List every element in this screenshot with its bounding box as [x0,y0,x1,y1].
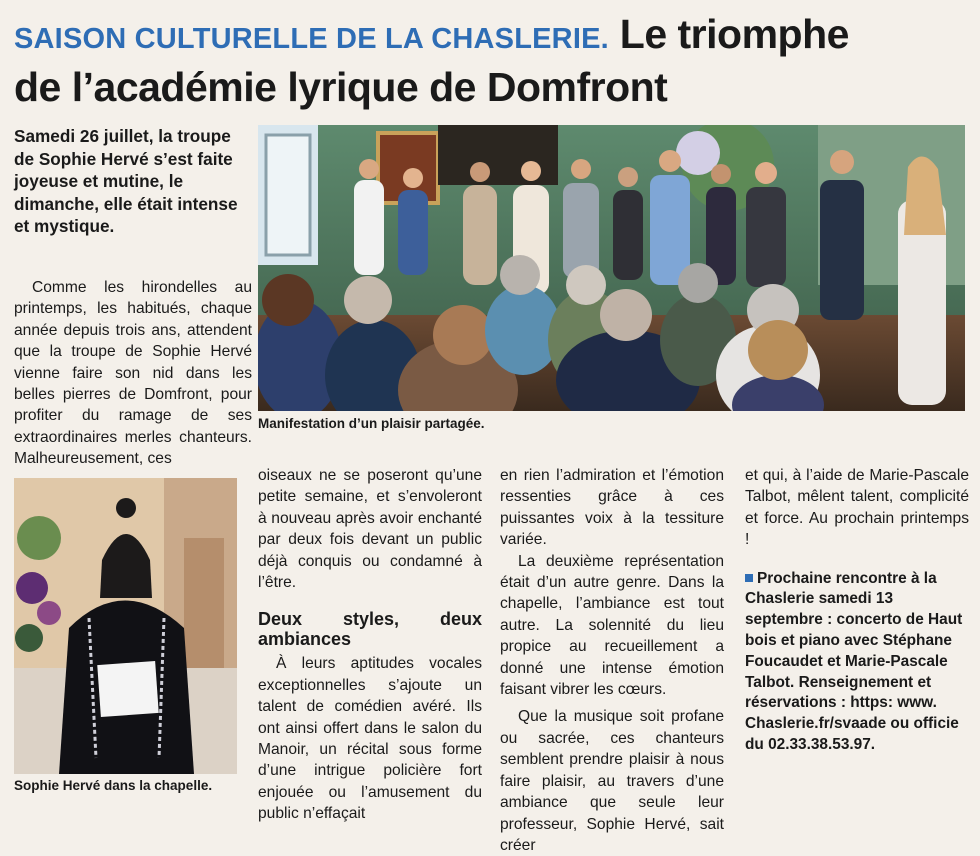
column-1 [14,277,252,470]
column-2-paragraph-2: À leurs aptitudes vocales exceptionnelles s’ajoute un talent de comédien avéré. Ils ont ainsi offert dans le salon du Manoir, un récital sous forme d’une intrigue policière fort enjouée ou l’amusement du public n’effaçait [258,655,482,823]
column-4-info-text: Prochaine rencontre à la Chaslerie samedi 13 septembre : concerto de Haut bois et piano avec Stéphane Foucaudet et Marie-Pascale Talbot. Renseignement et réservations : https: www. Chaslerie.fr/svaade ou officie du 02.33.38.53.97. [745,569,963,753]
headline-title-line1: Le triomphe [619,11,849,57]
column-3-paragraph-3: Que la musique soit profane ou sacrée, ces chanteurs semblent prendre plaisir à nous faire plaisir, au travers d’une ambiance que seule leur professeur, Sophie Hervé, sait créer [500,708,724,854]
column-3 [500,465,724,856]
headline-title-line2: de l’académie lyrique de Domfront [14,64,668,110]
column-2-subhead: Deux styles, deux ambiances [258,609,482,650]
column-3-paragraph-1: en rien l’admiration et l’émotion ressenties grâce à ces puissantes voix à la tessiture variée. [500,467,724,549]
lead-paragraph: Samedi 26 juillet, la troupe de Sophie Hervé s’est faite joyeuse et mutine, le dimanche, elle était intense et mystique. [14,126,238,237]
main-photo-illustration [258,125,965,411]
column-4 [745,465,969,756]
info-bullet-icon [745,574,753,582]
column-4-paragraph-1: et qui, à l’aide de Marie-Pascale Talbot, mêlent talent, complicité et force. Au prochain printemps ! [745,467,969,549]
main-photo-caption: Manifestation d’un plaisir partagée. [258,416,485,431]
column-2 [258,465,482,825]
column-4-info [745,569,969,756]
column-3-paragraph-2: La deuxième représentation était d’un autre genre. Dans la chapelle, l’ambiance est tout autre. La solennité du lieu propice au recueillement a donné une intense émotion faisant vibrer les cœurs. [500,552,724,699]
small-photo-illustration [14,478,237,774]
small-photo-caption: Sophie Hervé dans la chapelle. [14,778,213,793]
column-1-text: Comme les hirondelles au printemps, les habitués, chaque année depuis trois ans, attendent que la troupe de Sophie Hervé vienne faire son nid dans les belles pierres de Domfront, pour profiter du ramage de ses extraordinaires merles chanteurs. Malheureusement, ces [14,279,252,468]
column-2-paragraph-1: oiseaux ne se poseront qu’une petite semaine, et s’envoleront à nouveau après avoir enchanté par deux fois devant un public déjà conquis ou condamné à l’être. [258,467,482,592]
headline-kicker: SAISON CULTURELLE DE LA CHASLERIE. [14,23,609,55]
headline [14,10,974,111]
small-photo [14,478,237,774]
main-photo [258,125,965,411]
